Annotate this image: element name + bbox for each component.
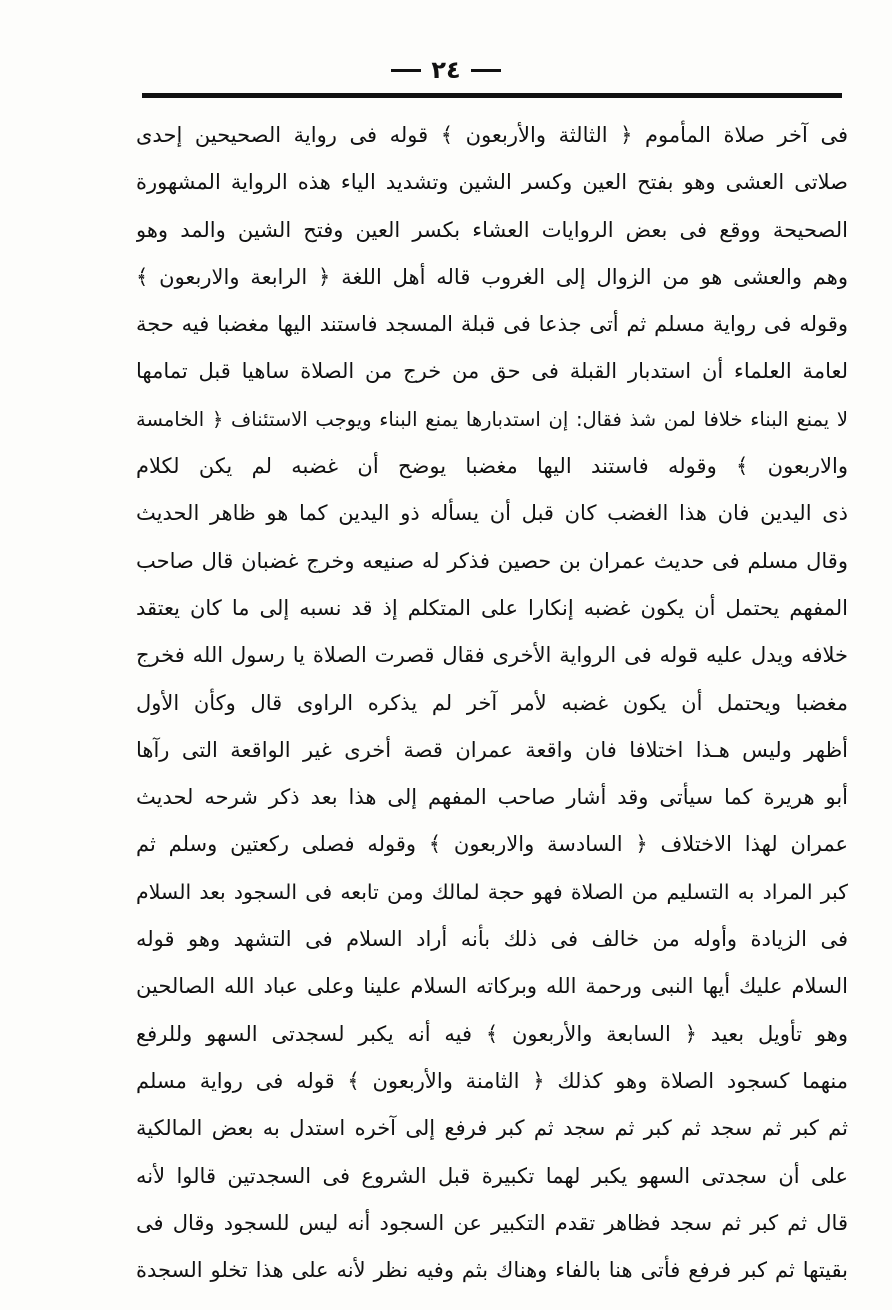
text-line: لا يمنع البناء خلافا لمن شذ فقال: إن استدبارها يمنع البناء ويوجب الاستئناف ﴿ الخامسة	[136, 407, 848, 431]
text-line: ثم كبر ثم سجد ثم كبر ثم سجد ثم كبر فرفع إلى آخره استدل به بعض المالكية	[136, 1116, 848, 1141]
text-line: ذى اليدين فان هذا الغضب كان قبل أن يسأله ذو اليدين كما هو ظاهر الحديث	[136, 501, 848, 526]
text-line: فى آخر صلاة المأموم ﴿ الثالثة والأربعون ﴾ قوله فى رواية الصحيحين إحدى	[136, 123, 848, 147]
text-line: قال ثم كبر ثم سجد فظاهر تقدم التكبير عن السجود أنه ليس للسجود وقال فى	[136, 1210, 848, 1235]
text-line: لعامة العلماء أن استدبار القبلة فى حق من خرج من الصلاة ساهيا قبل تمامها	[136, 359, 848, 384]
text-line: والاربعون ﴾ وقوله فاستند اليها مغضبا يوضح أن غضبه لم يكن لكلام	[136, 454, 848, 479]
page-number: ٢٤	[431, 56, 461, 84]
text-line: الصحيحة ووقع فى بعض الروايات العشاء بكسر العين وفتح الشين والمد وهو	[136, 217, 848, 242]
text-body	[136, 112, 848, 1294]
header-dash-left	[391, 69, 421, 72]
text-line: وهو تأويل بعيد ﴿ السابعة والأربعون ﴾ فيه أنه يكبر لسجدتى السهو وللرفع	[136, 1021, 848, 1046]
text-line: عمران لهذا الاختلاف ﴿ السادسة والاربعون ﴾ وقوله فصلى ركعتين وسلم ثم	[136, 832, 848, 857]
text-line: كبر المراد به التسليم من الصلاة فهو حجة لمالك ومن تابعه فى السجود بعد السلام	[136, 879, 848, 904]
text-line: فى الزيادة وأوله من خالف فى ذلك بأنه أراد السلام فى التشهد وهو قوله	[136, 927, 848, 952]
text-line: المفهم يحتمل أن يكون غضبه إنكارا على المتكلم إذ قد نسبه إلى ما كان يعتقد	[136, 595, 848, 620]
text-line: مغضبا ويحتمل أن يكون غضبه لأمر آخر لم يذكره الراوى قال وكأن الأول	[136, 690, 848, 715]
text-line: منهما كسجود الصلاة وهو كذلك ﴿ الثامنة والأربعون ﴾ قوله فى رواية مسلم	[136, 1068, 848, 1093]
text-line: وقال مسلم فى حديث عمران بن حصين فذكر له صنيعه وخرج غضبان قال صاحب	[136, 548, 848, 573]
text-line: السلام عليك أيها النبى ورحمة الله وبركاته السلام علينا وعلى عباد الله الصالحين	[136, 974, 848, 999]
text-line: وهم والعشى هو من الزوال إلى الغروب قاله أهل اللغة ﴿ الرابعة والاربعون ﴾	[136, 264, 848, 289]
text-line: على أن سجدتى السهو يكبر لهما تكبيرة قبل الشروع فى السجدتين قالوا لأنه	[136, 1163, 848, 1188]
text-line: أبو هريرة كما سيأتى وقد أشار صاحب المفهم إلى هذا بعد ذكر شرحه لحديث	[136, 785, 848, 810]
header-dash-right	[471, 69, 501, 72]
text-line: خلافه ويدل عليه قوله فى الرواية الأخرى فقال قصرت الصلاة يا رسول الله فخرج	[136, 643, 848, 668]
text-line: بقيتها ثم كبر فرفع فأتى هنا بالفاء وهناك بثم وفيه نظر لأنه على هذا تخلو السجدة	[136, 1258, 848, 1283]
header-rule	[142, 93, 842, 98]
page-header	[0, 52, 892, 88]
text-line: أظهر وليس هـذا اختلافا فان واقعة عمران قصة أخرى غير الواقعة التى رآها	[136, 737, 848, 762]
text-line: صلاتى العشى وهو بفتح العين وكسر الشين وتشديد الياء هذه الرواية المشهورة	[136, 170, 848, 195]
text-line: وقوله فى رواية مسلم ثم أتى جذعا فى قبلة المسجد فاستند اليها مغضبا فيه حجة	[136, 312, 848, 337]
